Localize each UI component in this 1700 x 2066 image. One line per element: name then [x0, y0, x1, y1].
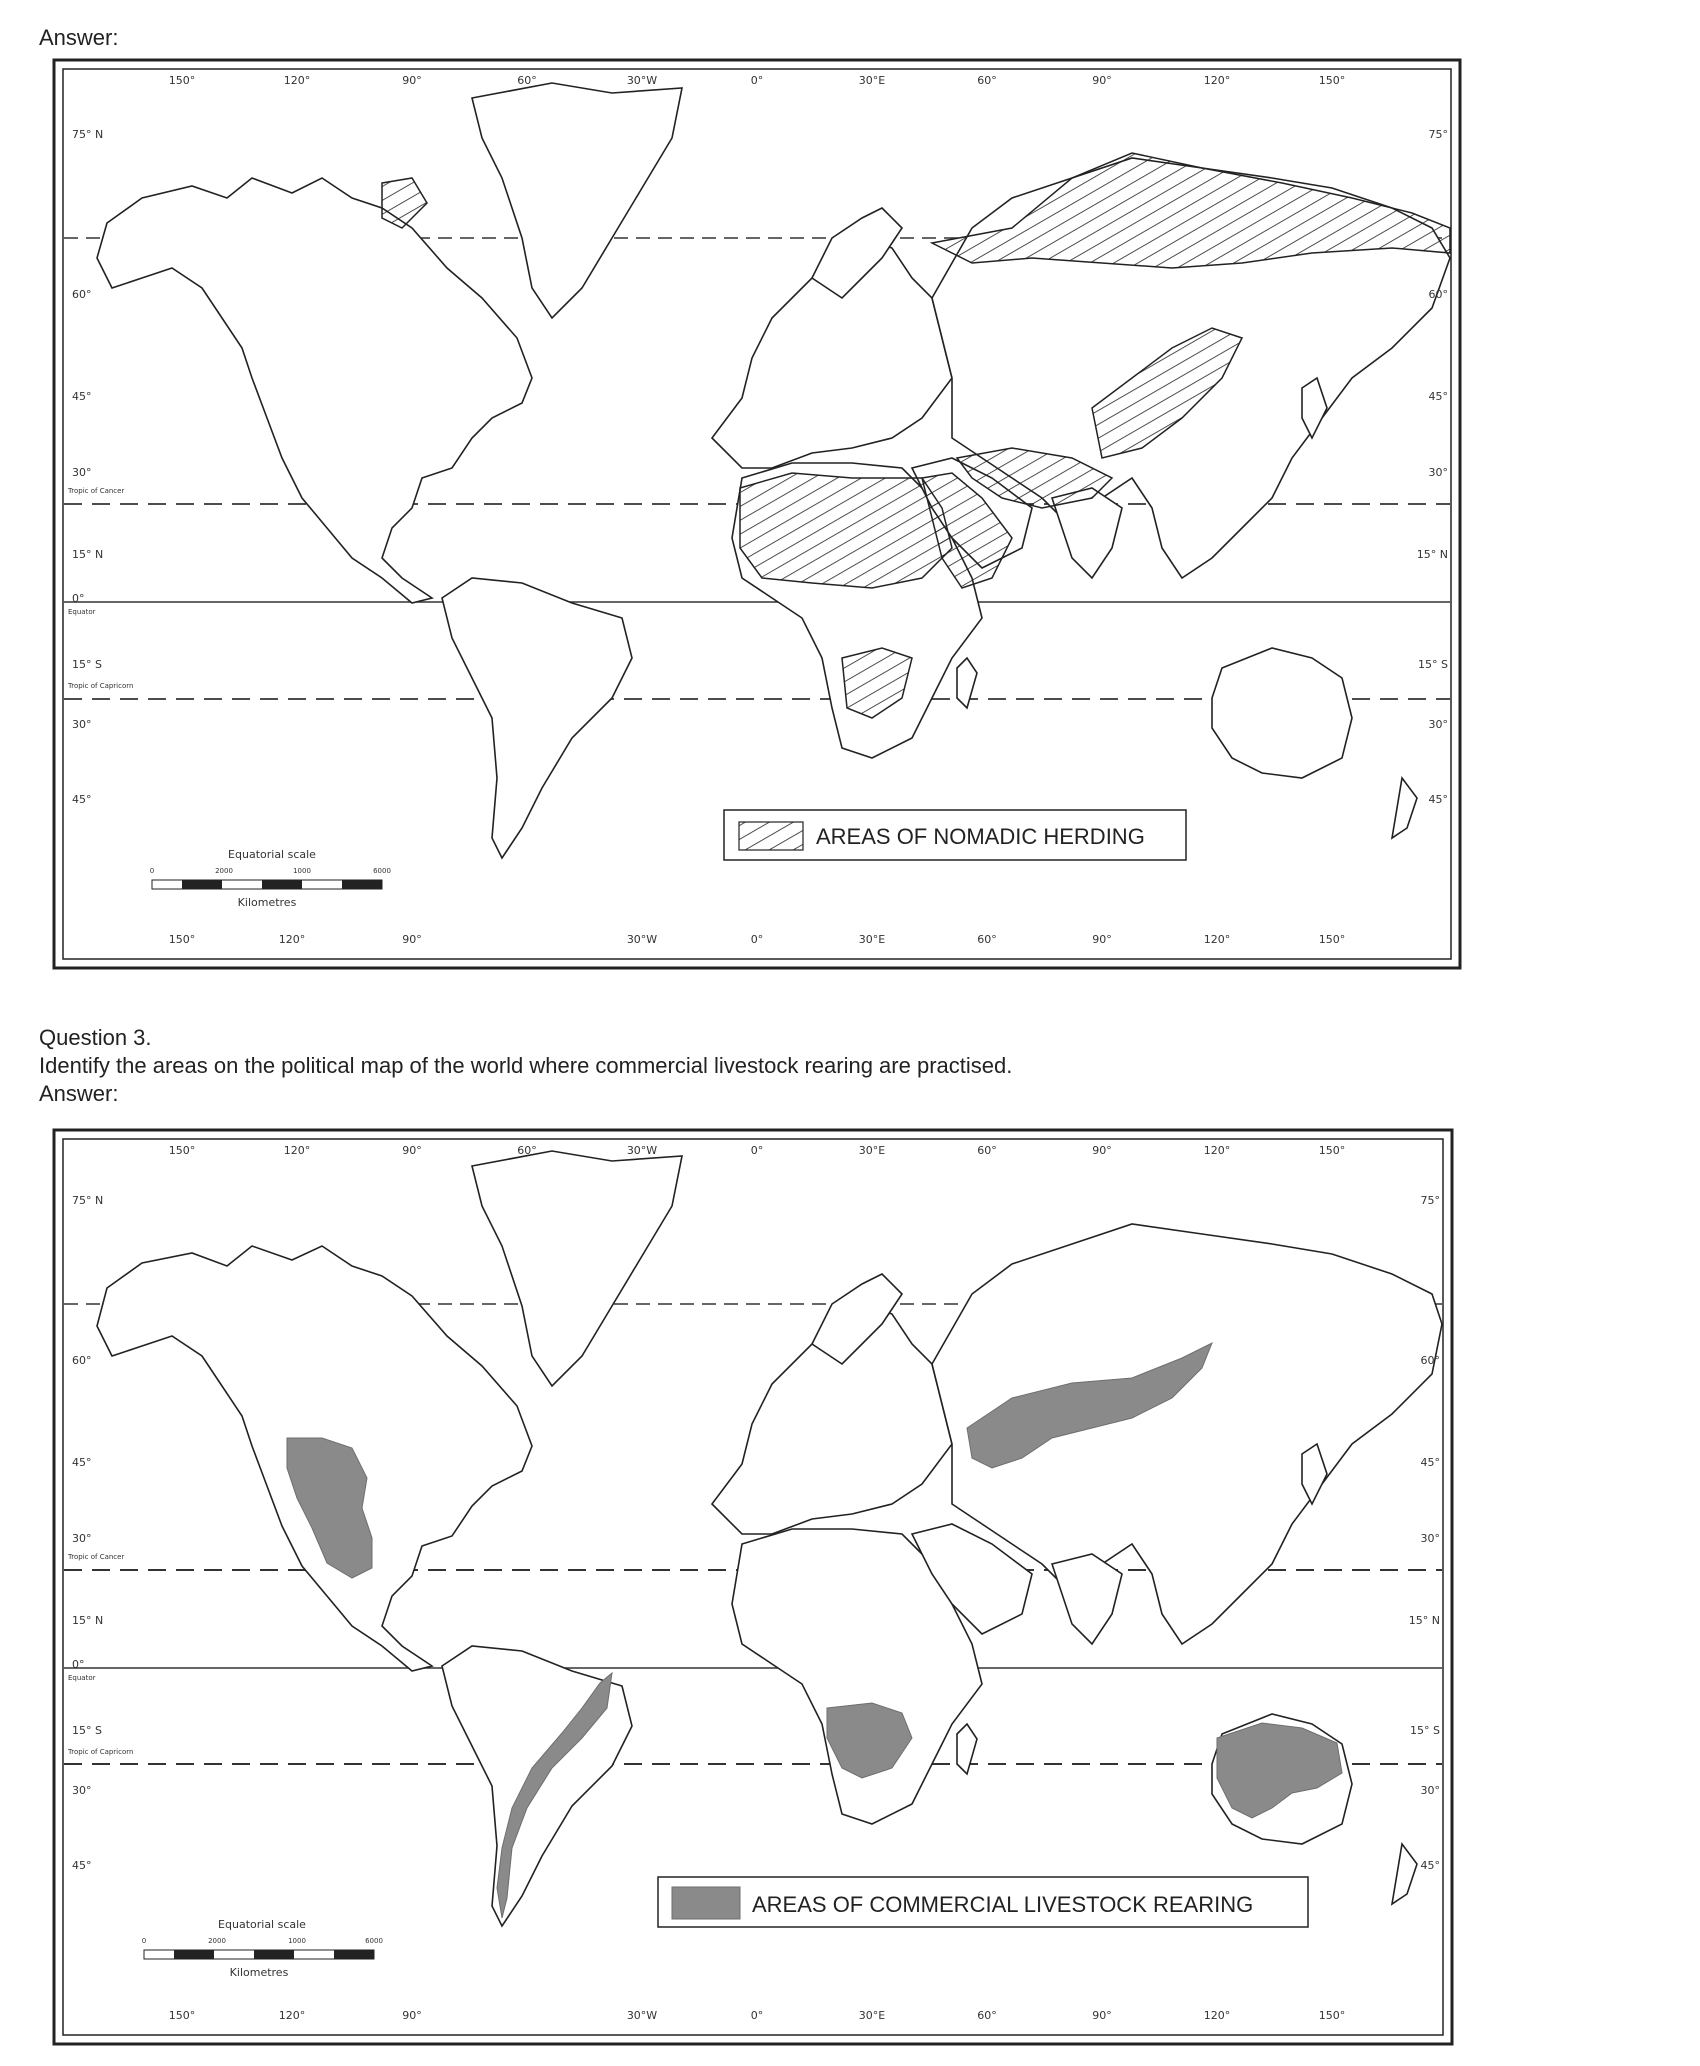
lat-label: 45°	[72, 1859, 92, 1872]
lat-label: 60°	[72, 288, 92, 301]
lon-label: 150°	[168, 2009, 196, 2022]
lat-label: 60°	[72, 1354, 92, 1367]
lon-label: 0°	[750, 933, 764, 946]
lon-label: 90°	[402, 2009, 422, 2022]
lon-label: 150°	[168, 74, 196, 87]
equator-label: Equator	[68, 608, 96, 616]
scale-tick: 2000	[208, 1937, 226, 1945]
world-map-1	[52, 58, 1464, 972]
lat-label: 45°	[1420, 1456, 1440, 1469]
lat-label: 15° S	[1418, 658, 1448, 671]
lon-label: 60°	[977, 933, 997, 946]
lon-label: 30°E	[858, 2009, 886, 2022]
lon-label: 150°	[1318, 1144, 1346, 1157]
lon-label: 90°	[1092, 2009, 1112, 2022]
lon-label: 90°	[402, 933, 422, 946]
lat-label: 75° N	[72, 128, 104, 141]
lat-label: 0°	[72, 1658, 85, 1671]
lat-label: 30°	[1420, 1784, 1440, 1797]
lon-label: 30°W	[626, 2009, 658, 2022]
lon-label: 150°	[1318, 2009, 1346, 2022]
scale-tick: 0	[149, 867, 155, 875]
lat-label: 0°	[72, 592, 85, 605]
scale-tick: 2000	[215, 867, 233, 875]
lon-label: 150°	[168, 933, 196, 946]
map-nomadic-herding	[52, 58, 1464, 972]
lat-label: 45°	[72, 793, 92, 806]
lat-label: 15° N	[72, 548, 104, 561]
lat-label: 60°	[1420, 1354, 1440, 1367]
lon-label: 90°	[402, 74, 422, 87]
lat-label: 15° N	[1416, 548, 1448, 561]
lon-label: 30°E	[858, 933, 886, 946]
tropic-of-capricorn-label: Tropic of Capricorn	[68, 1748, 134, 1756]
lat-label: 75°	[1420, 1194, 1440, 1207]
lon-label: 60°	[977, 1144, 997, 1157]
lon-label: 90°	[402, 1144, 422, 1157]
legend-commercial-livestock	[658, 1877, 1308, 1927]
lon-label: 150°	[1318, 74, 1346, 87]
lon-label: 120°	[283, 74, 311, 87]
lat-label: 45°	[72, 1456, 92, 1469]
lon-label: 150°	[1318, 933, 1346, 946]
lon-label: 90°	[1092, 74, 1112, 87]
lat-label: 30°	[72, 466, 92, 479]
scale-tick: 6000	[373, 867, 391, 875]
lon-label: 120°	[278, 2009, 306, 2022]
question-number: Question 3.	[39, 1025, 152, 1050]
lat-label: 30°	[1428, 718, 1448, 731]
scale-tick: 1000	[288, 1937, 306, 1945]
lon-label: 120°	[1203, 74, 1231, 87]
lat-label: 15° S	[72, 658, 102, 671]
lat-label: 45°	[1420, 1859, 1440, 1872]
lon-label: 120°	[1203, 1144, 1231, 1157]
lon-label: 0°	[750, 2009, 764, 2022]
lon-label: 60°	[977, 74, 997, 87]
scale-tick: 0	[141, 1937, 147, 1945]
answer-label-2: Answer:	[39, 1081, 119, 1106]
lon-label: 60°	[517, 1144, 537, 1157]
legend-label: AREAS OF NOMADIC HERDING	[816, 824, 1145, 849]
lon-label: 30°W	[626, 933, 658, 946]
legend-gray-swatch	[672, 1887, 740, 1919]
lat-label: 30°	[72, 1784, 92, 1797]
lat-label: 30°	[1420, 1532, 1440, 1545]
equator-label: Equator	[68, 1674, 96, 1682]
lat-label: 75°	[1428, 128, 1448, 141]
lon-label: 0°	[750, 1144, 764, 1157]
lon-label: 120°	[1203, 2009, 1231, 2022]
lat-label: 75° N	[72, 1194, 104, 1207]
scale-title: Equatorial scale	[218, 1918, 306, 1931]
tropic-of-cancer-label: Tropic of Cancer	[68, 1553, 125, 1561]
scale-unit: Kilometres	[237, 896, 297, 909]
lat-label: 45°	[72, 390, 92, 403]
lon-label: 30°E	[858, 1144, 886, 1157]
lon-label: 30°W	[626, 74, 658, 87]
legend-hatch-swatch	[739, 822, 803, 850]
tropic-of-cancer-label: Tropic of Cancer	[68, 487, 125, 495]
lat-label: 15° S	[72, 1724, 102, 1737]
lon-label: 150°	[168, 1144, 196, 1157]
tropic-of-capricorn-label: Tropic of Capricorn	[68, 682, 134, 690]
lon-label: 120°	[1203, 933, 1231, 946]
lat-label: 60°	[1428, 288, 1448, 301]
hatch-area-sahara	[740, 473, 952, 588]
lat-label: 45°	[1428, 793, 1448, 806]
lat-label: 45°	[1428, 390, 1448, 403]
scale-tick: 1000	[293, 867, 311, 875]
scale-title: Equatorial scale	[228, 848, 316, 861]
world-map-2	[52, 1128, 1456, 2048]
lat-label: 30°	[72, 718, 92, 731]
lon-label: 60°	[977, 2009, 997, 2022]
lon-label: 30°W	[626, 1144, 658, 1157]
lat-label: 30°	[72, 1532, 92, 1545]
answer-label-1: Answer:	[39, 25, 119, 50]
lon-label: 90°	[1092, 1144, 1112, 1157]
scale-tick: 6000	[365, 1937, 383, 1945]
lat-label: 15° S	[1410, 1724, 1440, 1737]
lon-label: 0°	[750, 74, 764, 87]
scale-unit: Kilometres	[229, 1966, 289, 1979]
lon-label: 30°E	[858, 74, 886, 87]
lat-label: 15° N	[72, 1614, 104, 1627]
lon-label: 90°	[1092, 933, 1112, 946]
legend-nomadic-herding	[724, 810, 1186, 860]
lat-label: 15° N	[1408, 1614, 1440, 1627]
question-text: Identify the areas on the political map of the world where commercial livestock rearing are practised.	[39, 1053, 1013, 1078]
legend-label: AREAS OF COMMERCIAL LIVESTOCK REARING	[752, 1892, 1254, 1917]
map-commercial-livestock	[52, 1128, 1456, 2048]
lat-label: 30°	[1428, 466, 1448, 479]
lon-label: 120°	[278, 933, 306, 946]
lon-label: 120°	[283, 1144, 311, 1157]
lon-label: 60°	[517, 74, 537, 87]
